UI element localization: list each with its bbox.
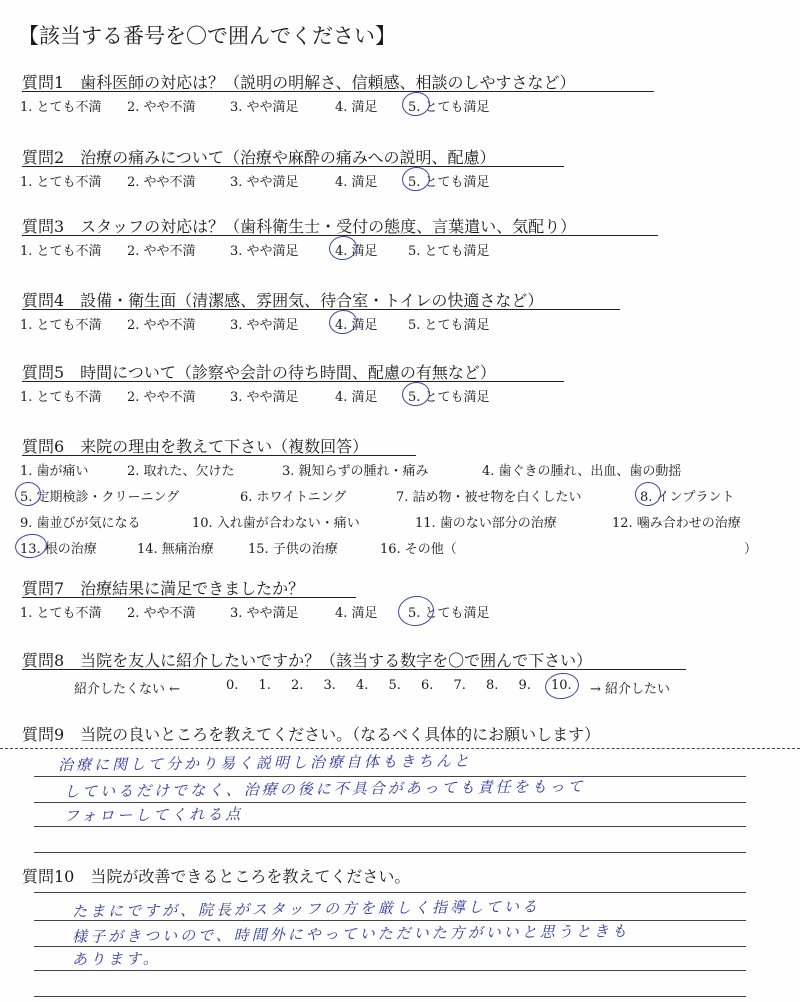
question-7-option-5[interactable]: 5. とても満足 [408, 606, 490, 621]
question-7-option-4[interactable]: 4. 満足 [335, 606, 378, 621]
question-8-number-5[interactable]: 5. [388, 678, 401, 693]
question-2-option-2[interactable]: 2. やや不満 [127, 175, 196, 190]
question-2-option-3[interactable]: 3. やや満足 [230, 175, 299, 190]
question-8-title: 質問8 当院を友人に紹介したいですか？（該当する数字を〇で囲んで下さい） [22, 651, 593, 670]
question-6-option-17[interactable]: ） [744, 542, 758, 557]
answer-rule [34, 802, 746, 803]
answer-rule [0, 748, 800, 749]
question-6-option-4[interactable]: 4. 歯ぐきの腫れ、出血、歯の動揺 [482, 464, 682, 479]
question-4-title: 質問4 設備・衛生面（清潔感、雰囲気、待合室・トイレの快適さなど） [22, 291, 544, 310]
question-7-option-1[interactable]: 1. とても不満 [20, 606, 102, 621]
question-9-handwritten-line: フォローしてくれる点 [63, 805, 244, 825]
question-6-option-6[interactable]: 6. ホワイトニング [240, 490, 347, 505]
question-6-option-9[interactable]: 9. 歯並びが気になる [20, 516, 141, 531]
question-5-option-2[interactable]: 2. やや不満 [127, 390, 196, 405]
answer-rule [34, 826, 746, 827]
question-3-option-2[interactable]: 2. やや不満 [127, 244, 196, 259]
question-5-option-4[interactable]: 4. 満足 [335, 390, 378, 405]
answer-rule [34, 996, 746, 997]
question-underline [22, 597, 356, 598]
answer-rule [34, 892, 746, 893]
question-1-title: 質問1 歯科医師の対応は？（説明の明解さ、信頼感、相談のしやすさなど） [22, 73, 576, 92]
question-3-title: 質問3 スタッフの対応は？（歯科衛生士・受付の態度、言葉遣い、気配り） [22, 217, 577, 236]
question-8-right-label: → 紹介したい [590, 682, 671, 697]
question-6-option-12[interactable]: 12. 噛み合わせの治療 [612, 516, 741, 531]
question-10-handwritten-line: あります。 [71, 949, 161, 969]
question-6-option-11[interactable]: 11. 歯のない部分の治療 [415, 516, 557, 531]
question-underline [22, 166, 564, 167]
question-8-number-9[interactable]: 9. [518, 678, 531, 693]
question-2-title: 質問2 治療の痛みについて（治療や麻酔の痛みへの説明、配慮） [22, 148, 496, 167]
question-4-option-5[interactable]: 5. とても満足 [408, 318, 490, 333]
question-3-option-5[interactable]: 5. とても満足 [408, 244, 490, 259]
question-5-option-5[interactable]: 5. とても満足 [408, 390, 490, 405]
answer-rule [34, 852, 746, 853]
question-8-number-4[interactable]: 4. [356, 678, 369, 693]
question-6-option-5[interactable]: 5. 定期検診・クリーニング [20, 490, 180, 505]
question-8-number-8[interactable]: 8. [486, 678, 499, 693]
question-underline [22, 381, 564, 382]
question-3-option-4[interactable]: 4. 満足 [335, 244, 378, 259]
question-8-number-7[interactable]: 7. [453, 678, 466, 693]
question-6-option-14[interactable]: 14. 無痛治療 [137, 542, 214, 557]
question-10-handwritten-line: たまにですが、院長がスタッフの方を厳しく指導している [71, 897, 541, 921]
question-6-title: 質問6 来院の理由を教えて下さい（複数回答） [22, 437, 369, 456]
question-6-option-16[interactable]: 16. その他（ [380, 542, 457, 557]
question-8-number-2[interactable]: 2. [291, 678, 304, 693]
question-2-option-1[interactable]: 1. とても不満 [20, 175, 102, 190]
question-3-option-3[interactable]: 3. やや満足 [230, 244, 299, 259]
question-8-number-6[interactable]: 6. [421, 678, 434, 693]
question-1-option-5[interactable]: 5. とても満足 [408, 100, 490, 115]
question-4-option-2[interactable]: 2. やや不満 [127, 318, 196, 333]
question-underline [22, 309, 620, 310]
question-9-handwritten-line: 治療に関して分かり易く説明し治療自体もきちんと [57, 751, 473, 775]
question-6-option-1[interactable]: 1. 歯が痛い [20, 464, 89, 479]
answer-rule [34, 970, 746, 971]
question-6-option-10[interactable]: 10. 入れ歯が合わない・痛い [192, 516, 360, 531]
question-10-handwritten-line: 様子がきついので、時間外にやっていただいた方がいいと思うときも [71, 922, 630, 946]
question-5-option-3[interactable]: 3. やや満足 [230, 390, 299, 405]
question-8-left-label: 紹介したくない ← [74, 682, 181, 697]
question-7-title: 質問7 治療結果に満足できましたか？ [22, 579, 305, 598]
question-2-option-5[interactable]: 5. とても満足 [408, 175, 490, 190]
question-2-option-4[interactable]: 4. 満足 [335, 175, 378, 190]
question-4-option-3[interactable]: 3. やや満足 [230, 318, 299, 333]
question-9-title: 質問9 当院の良いところを教えてください。（なるべく具体的にお願いします） [22, 725, 601, 744]
question-4-option-1[interactable]: 1. とても不満 [20, 318, 102, 333]
question-underline [22, 455, 416, 456]
page-title: 【該当する番号を〇で囲んでください】 [18, 24, 396, 48]
selection-circle [543, 671, 580, 701]
question-8-number-10[interactable]: 10. [551, 678, 572, 693]
question-8-number-0[interactable]: 0. [226, 678, 239, 693]
question-7-option-2[interactable]: 2. やや不満 [127, 606, 196, 621]
question-6-option-2[interactable]: 2. 取れた、欠けた [127, 464, 235, 479]
question-1-option-3[interactable]: 3. やや満足 [230, 100, 299, 115]
question-1-option-1[interactable]: 1. とても不満 [20, 100, 102, 115]
question-8-number-3[interactable]: 3. [323, 678, 336, 693]
question-5-option-1[interactable]: 1. とても不満 [20, 390, 102, 405]
question-6-option-7[interactable]: 7. 詰め物・被せ物を白くしたい [396, 490, 582, 505]
question-10-title: 質問10 当院が改善できるところを教えてください。 [22, 867, 411, 886]
question-underline [22, 669, 686, 670]
question-5-title: 質問5 時間について（診察や会計の待ち時間、配慮の有無など） [22, 363, 496, 382]
question-9-handwritten-line: しているだけでなく、治療の後に不具合があっても責任をもって [63, 777, 586, 801]
question-1-option-2[interactable]: 2. やや不満 [127, 100, 196, 115]
question-3-option-1[interactable]: 1. とても不満 [20, 244, 102, 259]
question-1-option-4[interactable]: 4. 満足 [335, 100, 378, 115]
question-6-option-3[interactable]: 3. 親知らずの腫れ・痛み [282, 464, 429, 479]
question-6-option-13[interactable]: 13. 根の治療 [20, 542, 97, 557]
question-6-option-15[interactable]: 15. 子供の治療 [248, 542, 338, 557]
selection-circle [396, 594, 436, 629]
question-8-number-1[interactable]: 1. [258, 678, 271, 693]
question-6-option-8[interactable]: 8. インプラント [640, 490, 735, 505]
question-7-option-3[interactable]: 3. やや満足 [230, 606, 299, 621]
question-4-option-4[interactable]: 4. 満足 [335, 318, 378, 333]
question-underline [22, 91, 654, 92]
